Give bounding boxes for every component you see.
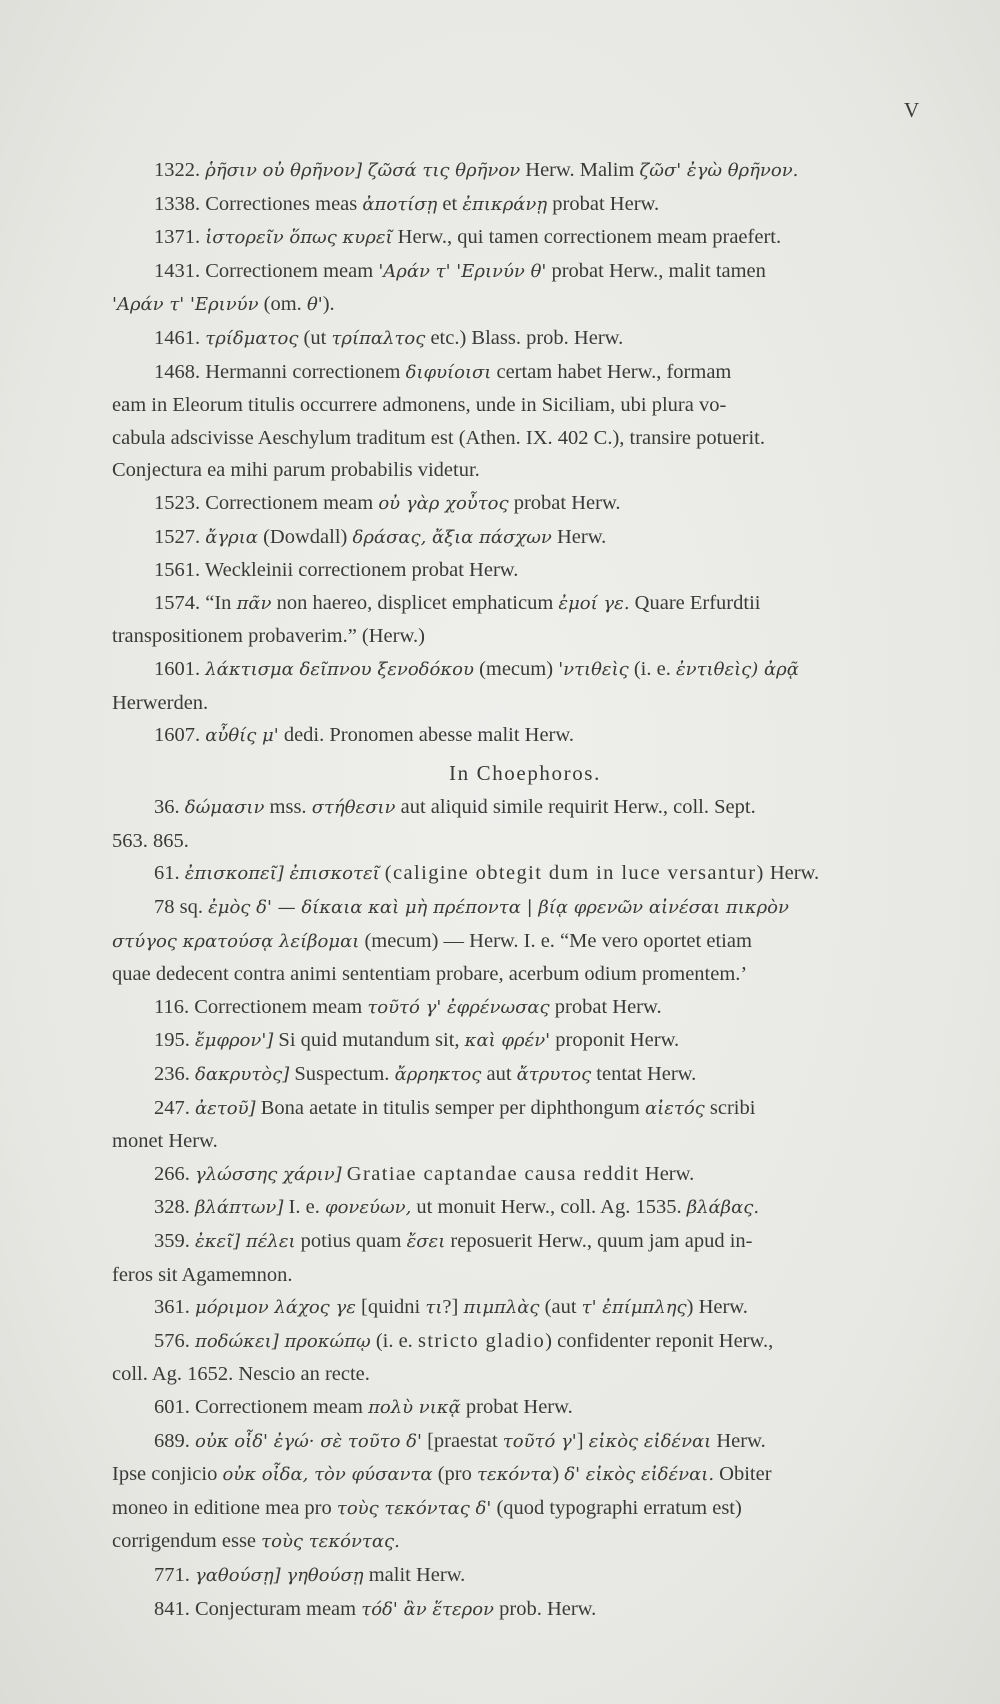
line-number: 1607. [154,724,206,747]
latin-text: Correctionem meam [205,491,379,514]
greek-text: τρίπαλτος [331,327,426,349]
latin-text: scribi [704,1096,756,1119]
line-number: 1601. [154,657,206,680]
greek-text: ἐπικράνῃ [462,193,548,215]
latin-text: Si quid mutandum sit, [273,1029,465,1052]
greek-text: τρίδματος [205,327,299,349]
latin-text: Obiter [714,1463,772,1486]
line-number: 689. [154,1429,195,1452]
text-line [112,1191,938,1225]
line-number: 1371. [154,226,206,249]
line-number: 78 sq. [154,896,209,919]
text-line [112,1225,938,1259]
greek-text: ἔμφρον'] [195,1030,274,1052]
section-heading: In Choephoros. [449,760,601,785]
latin-text: ) confidenter reponit Herw., [545,1329,774,1352]
latin-text: I. e. [283,1196,325,1219]
greek-text: τεκόντα [477,1464,553,1486]
greek-text: διφυίοισι [405,361,492,383]
greek-text: αἰετός [645,1097,705,1119]
latin-text: probat Herw., malit tamen [546,259,766,282]
text-line [112,687,938,720]
latin-text: quae dedecent contra animi sententiam probare, acerbum odium promentem.’ [112,963,748,986]
greek-text: ἐμοί γε. [558,592,630,614]
greek-text: τ' ἐπίμπλης [581,1297,687,1319]
greek-text: αὖθίς μ' [205,725,279,747]
latin-text: [praestat [421,1429,503,1452]
text-line [112,154,938,188]
latin-text: moneo in editione mea pro [112,1496,337,1519]
text-line [112,454,938,487]
greek-text: πολὺ νικᾷ [368,1396,461,1418]
line-number: 328. [154,1196,195,1219]
latin-text: proponit Herw. [550,1029,680,1052]
line-number: 36. [154,796,185,819]
latin-text: (mecum) [473,657,559,680]
latin-text: ) Herw. [686,1296,748,1319]
text-line [112,719,938,753]
latin-text: Herw., qui tamen correctionem meam praefert. [392,226,782,249]
latin-text: certam habet Herw., formam [491,360,732,383]
text-line [112,422,938,455]
greek-text: γαθούσῃ] γηθούσῃ [195,1564,364,1586]
line-number: 1527. [154,525,206,548]
greek-text: φονεύων, [324,1197,412,1219]
text-line [112,587,938,621]
greek-text: τοῦτό γ' [502,1430,577,1452]
greek-text: βλάπτων] [195,1197,284,1219]
spaced-text: (caligine obtegit dum in luce versantur) [384,862,765,885]
latin-text: [quidni [355,1296,426,1319]
latin-text: (pro [432,1463,477,1486]
greek-text: μόριμον λάχος γε [195,1297,356,1319]
line-number: 247. [154,1096,195,1119]
line-number: 61. [154,862,185,885]
line-number: 236. [154,1063,195,1086]
latin-text: ] [576,1429,589,1452]
text-line [112,554,938,587]
text-line [112,1058,938,1092]
latin-text: cabula adscivisse Aeschylum traditum est (Athen. IX. 402 C.), transire potuerit. [112,426,765,449]
latin-text: coll. Ag. 1652. Nescio an recte. [112,1363,370,1386]
line-number: 1431. [154,259,206,282]
text-line [112,857,938,891]
latin-text: transpositionem probaverim.” (Herw.) [112,625,425,648]
latin-text: ) [552,1463,565,1486]
latin-text: ). [322,293,335,316]
latin-text: reposuerit Herw., quum jam apud in- [445,1230,753,1252]
greek-text: καὶ φρέν' [464,1030,551,1052]
line-number: 1338. [154,192,206,215]
greek-text: δακρυτὸς] [195,1064,290,1086]
latin-text: feros sit Agamemnon. [112,1263,293,1286]
line-number: 1461. [154,326,206,349]
line-number: 361. [154,1296,195,1319]
latin-text: probat Herw. [547,192,660,215]
text-line [112,356,938,390]
latin-text: (ut [298,326,332,349]
latin-text: Ipse conjicio [112,1463,223,1486]
text-line [112,1425,938,1459]
latin-text: (i. e. [370,1329,418,1352]
latin-text: Herwerden. [112,691,209,714]
latin-text: (mecum) — Herw. I. e. “Me vero oportet etiam [359,929,752,952]
spaced-text: Gratiae captandae causa reddit [346,1162,640,1185]
latin-text: 563. 865. [112,829,189,852]
greek-text: θ' [306,294,323,316]
latin-text: malit Herw. [363,1563,466,1586]
line-number: 1523. [154,491,206,514]
latin-text: etc.) Blass. prob. Herw. [425,326,624,349]
latin-text: Bona aetate in titulis semper per diphthongum [255,1096,645,1119]
latin-text: non haereo, displicet emphaticum [271,591,559,614]
greek-text: πιμπλὰς [463,1297,540,1319]
greek-text: 'Αράν τ' 'Ερινύν θ' [378,260,547,282]
text-line [112,487,938,521]
greek-text: στύγος κρατούσᾳ λείβομαι [112,930,360,952]
line-number: 601. [154,1395,195,1418]
greek-text: τοῦτό γ' ἐφρένωσας [367,996,550,1018]
latin-text: et [437,192,463,215]
latin-text: potius quam [295,1230,407,1252]
latin-text: (aut [539,1296,582,1319]
latin-text: monet Herw. [112,1130,218,1153]
greek-text: ἔσει [406,1231,446,1252]
line-number: 116. [154,995,195,1018]
greek-text: ποδώκει] προκώπῳ [195,1330,371,1352]
spaced-text: stricto gladio [417,1329,546,1352]
greek-text: εἰκὸς εἰδέναι [588,1430,712,1452]
latin-text: (om. [258,293,307,316]
text-line [112,1593,938,1627]
text-line [112,521,938,555]
text-line [112,1559,938,1593]
latin-text: (Dowdall) [257,525,353,548]
latin-text: corrigendum esse [112,1530,262,1553]
greek-text: δώμασιν [184,797,265,819]
greek-text: οὐ γὰρ χοὖτος [378,492,509,514]
greek-text: οὐκ οἶδ' ἐγώ· σὲ τοῦτο δ' [195,1430,422,1452]
latin-text: eam in Eleorum titulis occurrere admonens, unde in Siciliam, ubi plura vo- [112,394,727,417]
latin-text: aut [481,1063,517,1086]
greek-text: ἐπισκοπεῖ] ἐπισκοτεῖ [184,863,380,885]
greek-text: 'ντιθεὶς [558,658,629,680]
greek-text: 'Αράν τ' 'Ερινύν [112,294,259,316]
greek-text: οὐκ οἶδα, τὸν φύσαντα [222,1464,433,1486]
greek-text: τοὺς τεκόντας δ' [336,1497,492,1519]
latin-text: prob. Herw. [494,1597,597,1620]
latin-text: aut aliquid simile requirit Herw., coll. Sept. [395,796,756,819]
commentary-text [112,154,938,1626]
greek-text: ἐκεῖ] πέλει [195,1231,296,1252]
greek-text: βλάβας. [686,1197,760,1219]
latin-text: probat Herw. [508,491,621,514]
text-line [112,1158,938,1192]
text-line [112,1492,938,1526]
text-line [112,1092,938,1126]
latin-text: Hermanni correctionem [205,360,406,383]
line-number: 1574. [154,591,206,614]
latin-text: probat Herw. [460,1395,573,1418]
line-number: 841. [154,1597,195,1620]
text-line [112,322,938,356]
greek-text: ἄγρια [205,526,258,548]
greek-text: ἄρρηκτος [394,1064,482,1086]
greek-text: πᾶν [236,592,272,614]
greek-text: ἀποτίσῃ [362,193,438,215]
greek-text: γλώσσης χάριν] [195,1163,342,1185]
line-number: 359. [154,1230,195,1252]
latin-text: Correctiones meas [205,192,363,215]
greek-text: δ' εἰκὸς εἰδέναι. [564,1464,715,1486]
text-line [112,991,938,1025]
text-line [112,791,938,825]
latin-text: Herw. [764,862,820,885]
text-line [112,288,938,322]
latin-text: Correctionem meam [195,1395,369,1418]
latin-text: Correctionem meam [205,259,379,282]
text-line [112,1024,938,1058]
text-line [112,221,938,255]
text-line [112,1458,938,1492]
greek-text: στήθεσιν [311,797,396,819]
text-line [112,255,938,289]
greek-text: ῥῆσιν οὐ θρῆνον] ζῶσά τις θρῆνον [205,160,521,181]
greek-text: ἄτρυτος [516,1064,592,1086]
text-line [112,389,938,422]
greek-text: ἐμὸς δ' — δίκαια καὶ μὴ πρέποντα | βίᾳ φρενῶν αἰνέσαι πικρὸν [208,897,789,919]
greek-text: ἱστορεῖν ὅπως κυρεῖ [205,227,393,249]
latin-text: ut monuit Herw., coll. Ag. 1535. [411,1196,687,1219]
text-line [112,1358,938,1391]
latin-text: Herw. [711,1429,766,1452]
latin-text: mss. [264,796,312,819]
text-line [112,653,938,687]
line-number: 266. [154,1162,195,1185]
line-number: 1561. [154,559,205,582]
page-number: V [904,98,921,122]
line-number: 576. [154,1329,195,1352]
latin-text: Conjectura ea mihi parum probabilis videtur. [112,459,480,482]
greek-text: ζῶσ' ἐγὼ θρῆνον. [639,160,799,181]
latin-text: (i. e. [628,657,676,680]
text-line [112,620,938,653]
line-number: 1322. [154,159,206,181]
latin-text: Suspectum. [289,1063,395,1086]
latin-text: tentat Herw. [591,1063,697,1086]
latin-text: probat Herw. [549,995,662,1018]
text-line [112,1325,938,1359]
latin-text: Herw. [551,525,607,548]
latin-text: Weckleinii correctionem probat Herw. [204,559,519,582]
latin-text: (quod typographi erratum est) [491,1496,742,1519]
text-line [112,958,938,991]
text-line [112,1391,938,1425]
greek-text: ἀετοῦ] [195,1097,256,1119]
greek-text: ἐντιθεὶς) ἀρᾷ [675,658,799,680]
greek-text: λάκτισμα δεῖπνου ξενοδόκου [205,658,474,680]
line-number: 195. [154,1029,195,1052]
greek-text: τι [425,1297,443,1319]
text-line [112,1259,938,1292]
greek-text: τοὺς τεκόντας. [261,1531,400,1553]
text-line [112,1525,938,1559]
text-line [112,825,938,858]
latin-text: ?] [442,1296,464,1319]
latin-text: Herw. Malim [520,159,640,181]
latin-text: Correctionem meam [194,995,368,1018]
greek-text: δράσας, ἄξια πάσχων [352,526,552,548]
latin-text: Conjecturam meam [195,1597,362,1620]
latin-text: Quare Erfurdtii [629,591,761,614]
latin-text: Herw. [639,1162,695,1185]
text-line [112,188,938,222]
latin-text: dedi. Pronomen abesse malit Herw. [278,724,574,747]
text-line [112,1125,938,1158]
line-number: 771. [154,1563,195,1586]
text-line [112,1291,938,1325]
text-line [112,891,938,925]
greek-text: τόδ' ἂν ἕτερον [361,1598,494,1620]
line-number: 1468. [154,360,206,383]
text-line [112,925,938,959]
latin-text: “In [205,591,237,614]
